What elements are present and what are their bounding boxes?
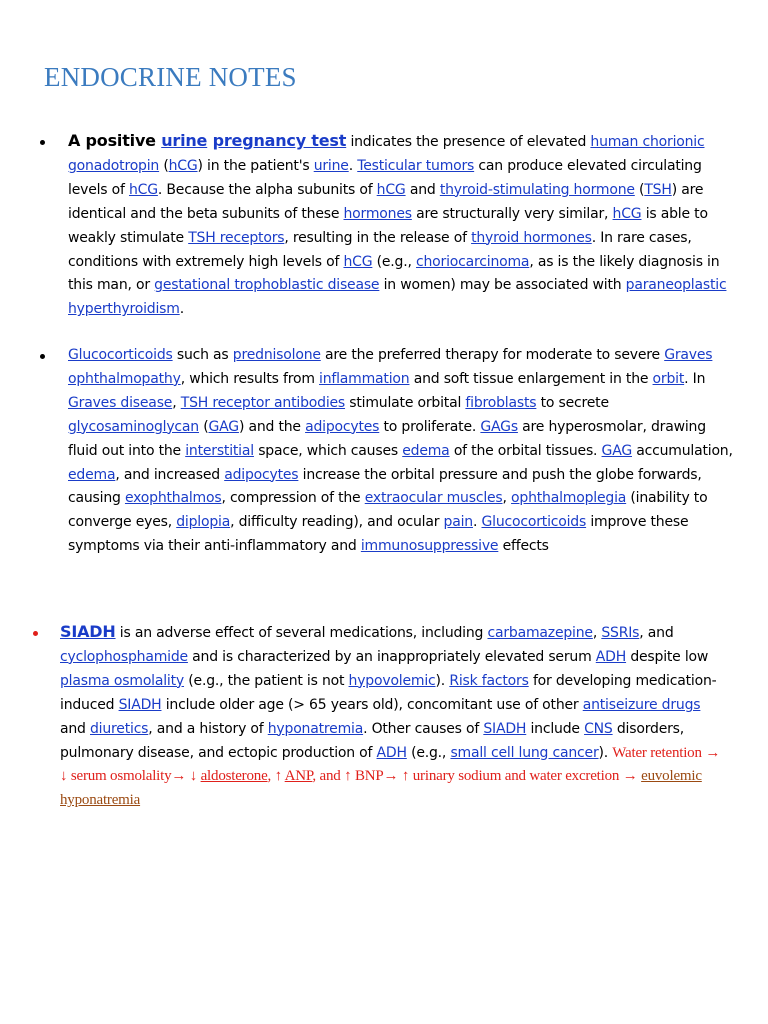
link-adipocytes[interactable]: adipocytes (224, 466, 299, 483)
link-edema[interactable]: edema (68, 466, 116, 483)
text: are the preferred therapy for moderate to severe (320, 347, 665, 363)
text: (inability to converge eyes, (68, 490, 708, 531)
link-cns[interactable]: CNS (584, 720, 613, 737)
text: include (526, 720, 585, 737)
link-gag[interactable]: GAG (601, 442, 632, 459)
link-pregnancy-test[interactable]: pregnancy test (212, 131, 347, 150)
link-interstitial[interactable]: interstitial (185, 442, 254, 459)
bullet-marker (40, 354, 45, 359)
text: . In (684, 370, 706, 387)
text: , difficulty reading), and ocular (230, 514, 444, 531)
link-hcg[interactable]: hCG (343, 253, 373, 270)
link-tsh[interactable]: TSH (644, 181, 672, 198)
link-hcg[interactable]: hCG (376, 181, 406, 198)
link-edema[interactable]: edema (402, 442, 450, 459)
text: . (348, 157, 358, 174)
text: , and increased (115, 466, 225, 483)
link-thyroid-hormones[interactable]: thyroid hormones (471, 229, 592, 246)
link-adh[interactable]: ADH (595, 648, 627, 665)
text: ( (634, 181, 645, 198)
text: is able to weakly stimulate (68, 205, 708, 246)
link-hyponatremia[interactable]: hyponatremia (267, 720, 364, 737)
link-hyperthyroidism[interactable]: hyperthyroidism (68, 301, 180, 318)
red-annotation-text: , ↑ (267, 768, 285, 785)
link-carbamazepine[interactable]: carbamazepine (487, 625, 593, 641)
text: , compression of the (221, 490, 365, 507)
link-siadh[interactable]: SIADH (483, 720, 527, 737)
link-cyclophosphamide[interactable]: cyclophosphamide (60, 648, 188, 665)
red-annotation-text: Water retention → ↓ serum osmolality→ ↓ (60, 744, 721, 785)
text: (e.g., the patient is not (184, 672, 349, 689)
text: in women) may be associated with (379, 277, 626, 294)
link-hcg[interactable]: hCG (612, 205, 642, 222)
text: . (472, 514, 482, 531)
link-tsh-receptors[interactable]: TSH receptors (188, 229, 285, 246)
link-gestational-trophoblastic-disease[interactable]: gestational trophoblastic disease (154, 277, 380, 294)
text: (e.g., (372, 253, 416, 270)
text: ) in the patient's (197, 157, 314, 174)
text: ) are identical and the beta subunits of these (68, 181, 704, 222)
link-diuretics[interactable]: diuretics (90, 720, 149, 737)
link-ophthalmoplegia[interactable]: ophthalmoplegia (511, 490, 627, 507)
text: include older age (> 65 years old), concomitant use of other (161, 696, 583, 713)
text: ). (435, 672, 450, 689)
paragraph (68, 129, 738, 322)
text: and is characterized by an inappropriately elevated serum (187, 648, 596, 665)
text: to proliferate. (379, 418, 481, 435)
text: ( (159, 157, 169, 174)
text: , (592, 625, 602, 641)
text: A positive (68, 131, 162, 150)
link-plasma-osmolality[interactable]: plasma osmolality (60, 672, 185, 689)
text: of the orbital tissues. (449, 442, 602, 459)
bullet-glucocorticoids (68, 344, 738, 559)
link-euvolemic-hyponatremia[interactable]: euvolemic hyponatremia (60, 768, 702, 809)
paragraph (60, 620, 730, 813)
link-tsh-receptor-antibodies[interactable]: TSH receptor antibodies (180, 394, 346, 411)
link-hcg[interactable]: hCG (168, 157, 198, 174)
text: for developing medication-induced (60, 672, 717, 713)
text: and soft tissue enlargement in the (409, 370, 653, 387)
text: accumulation, (631, 442, 733, 459)
bullet-marker (33, 631, 38, 636)
link-exophthalmos[interactable]: exophthalmos (124, 490, 222, 507)
text: , (502, 490, 512, 507)
link-inflammation[interactable]: inflammation (319, 370, 410, 387)
link-thyroid-stimulating-hormone[interactable]: thyroid-stimulating hormone (439, 181, 635, 198)
page-title: ENDOCRINE NOTES (44, 62, 297, 92)
link-urine[interactable]: urine (313, 157, 349, 174)
link-aldosterone[interactable]: aldosterone (200, 768, 268, 785)
bullet-siadh (60, 620, 730, 813)
link-hormones[interactable]: hormones (343, 205, 412, 222)
text: ) and the (238, 418, 306, 435)
text: . Because the alpha subunits of (157, 181, 377, 198)
link-siadh[interactable]: SIADH (118, 696, 162, 713)
text: . In rare cases, conditions with extremely high levels of (68, 229, 692, 270)
link-ssris[interactable]: SSRIs (601, 625, 640, 641)
text: stimulate orbital (345, 394, 466, 411)
link-diplopia[interactable]: diplopia (176, 514, 231, 531)
link-pain[interactable]: pain (443, 514, 473, 531)
text: are structurally very similar, (411, 205, 613, 222)
link-prednisolone[interactable]: prednisolone (232, 347, 321, 363)
link-testicular-tumors[interactable]: Testicular tumors (357, 157, 475, 174)
text: effects (498, 538, 549, 555)
link-anp[interactable]: ANP (284, 768, 313, 785)
text: improve these symptoms via their anti-inflammatory and (68, 514, 689, 555)
link-adh[interactable]: ADH (376, 744, 407, 761)
text: , and a history of (148, 720, 268, 737)
link-hypovolemic[interactable]: hypovolemic (348, 672, 436, 689)
text: , as is the likely diagnosis in this man, or (68, 253, 720, 294)
link-graves-ophthalmopathy[interactable]: Graves ophthalmopathy (68, 347, 713, 387)
text: , (172, 394, 181, 411)
text: space, which causes (253, 442, 403, 459)
text: such as (172, 347, 233, 363)
link-immunosuppressive[interactable]: immunosuppressive (360, 538, 499, 555)
text: . Other causes of (363, 720, 484, 737)
link-orbit[interactable]: orbit (652, 370, 685, 387)
text: is an adverse effect of several medications, including (115, 625, 488, 641)
text: indicates the presence of elevated (346, 134, 591, 150)
bullet-pregnancy-test (68, 129, 738, 322)
text: and (405, 181, 440, 198)
text: . (179, 301, 184, 318)
link-glycosaminoglycan[interactable]: glycosaminoglycan (68, 418, 199, 435)
text: and (60, 720, 90, 737)
text: to secrete (536, 394, 609, 411)
text: disorders, pulmonary disease, and ectopic production of (60, 720, 685, 761)
text: increase the orbital pressure and push the globe forwards, causing (68, 466, 702, 507)
red-annotation-text: , and ↑ BNP→ ↑ urinary sodium and water excretion → (312, 768, 642, 785)
text: despite low (626, 648, 709, 665)
link-graves-disease[interactable]: Graves disease (68, 394, 173, 411)
link-siadh[interactable]: SIADH (60, 622, 116, 641)
link-urine[interactable]: urine (161, 131, 208, 150)
text: , resulting in the release of (284, 229, 472, 246)
link-paraneoplastic[interactable]: paraneoplastic (625, 277, 727, 294)
paragraph (68, 344, 738, 559)
text: are hyperosmolar, drawing fluid out into the (68, 418, 706, 459)
link-extraocular-muscles[interactable]: extraocular muscles (364, 490, 503, 507)
link-glucocorticoids[interactable]: Glucocorticoids (481, 514, 587, 531)
link-small-cell-lung-cancer[interactable]: small cell lung cancer (450, 744, 599, 761)
link-choriocarcinoma[interactable]: choriocarcinoma (416, 253, 530, 270)
link-adipocytes[interactable]: adipocytes (305, 418, 380, 435)
link-risk-factors[interactable]: Risk factors (449, 672, 529, 689)
link-gag[interactable]: GAG (208, 418, 239, 435)
text: can produce elevated circulating levels of (68, 157, 702, 198)
link-antiseizure-drugs[interactable]: antiseizure drugs (582, 696, 701, 713)
link-fibroblasts[interactable]: fibroblasts (465, 394, 537, 411)
text: , and (639, 625, 674, 641)
text: , which results from (180, 370, 320, 387)
text: (e.g., (406, 744, 451, 761)
link-gags[interactable]: GAGs (480, 418, 518, 435)
link-human-chorionic-gonadotropin[interactable]: human chorionic gonadotropin (68, 134, 705, 174)
link-glucocorticoids[interactable]: Glucocorticoids (68, 347, 173, 363)
bullet-marker (40, 140, 45, 145)
link-hcg[interactable]: hCG (128, 181, 158, 198)
text: ( (198, 418, 209, 435)
text: ). (598, 744, 613, 761)
